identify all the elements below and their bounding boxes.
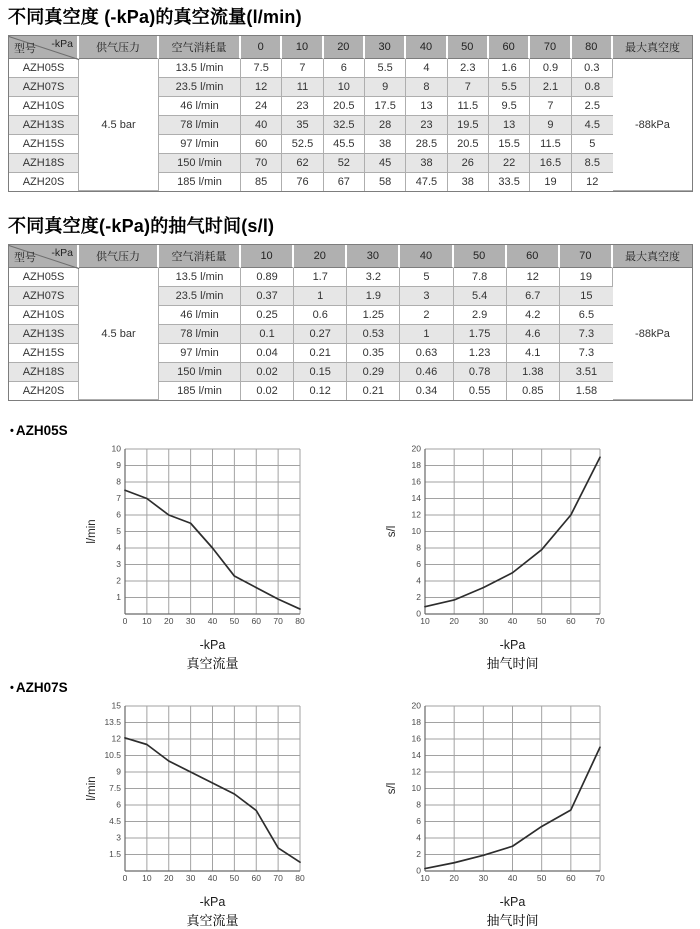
svg-text:60: 60 (566, 873, 576, 883)
svg-text:3: 3 (116, 832, 121, 843)
value-cell: 2.9 (454, 306, 507, 325)
vacuum-level-header: 30 (365, 36, 406, 59)
value-cell: 1 (294, 287, 347, 306)
value-cell: 28.5 (406, 135, 447, 154)
value-cell: 7.5 (241, 59, 282, 78)
azh07s-flow-chart (83, 700, 310, 929)
svg-text:10: 10 (411, 526, 421, 536)
model-cell: AZH05S (9, 268, 79, 287)
value-cell: 0.6 (294, 306, 347, 325)
svg-text:20: 20 (449, 873, 459, 883)
x-axis-label: -kPa (499, 895, 526, 909)
value-cell: 12 (572, 173, 613, 191)
svg-text:10: 10 (411, 783, 421, 793)
model-group-name: AZH07S (15, 680, 68, 695)
value-cell: 6.5 (560, 306, 613, 325)
value-cell: 32.5 (324, 116, 365, 135)
svg-text:50: 50 (536, 873, 547, 883)
svg-text:18: 18 (411, 460, 421, 470)
svg-text:30: 30 (478, 616, 489, 626)
svg-text:70: 70 (273, 616, 283, 626)
value-cell: 12 (241, 78, 282, 97)
value-cell: 35 (282, 116, 323, 135)
consumption-cell: 78 l/min (159, 116, 241, 135)
svg-text:50: 50 (536, 616, 547, 626)
value-cell: 38 (365, 135, 406, 154)
value-cell: 60 (241, 135, 282, 154)
consumption-cell: 13.5 l/min (159, 268, 241, 287)
value-cell: 11.5 (530, 135, 571, 154)
value-cell: 4.5 (572, 116, 613, 135)
chart-title: 抽气时间 (486, 913, 539, 928)
svg-text:20: 20 (411, 700, 421, 711)
value-cell: 2.3 (448, 59, 489, 78)
svg-text:3: 3 (116, 559, 121, 569)
value-cell: 12 (507, 268, 560, 287)
azh07s-time-chart (383, 700, 610, 929)
value-cell: 0.78 (454, 363, 507, 382)
value-cell: 0.12 (294, 382, 347, 400)
model-cell: AZH07S (9, 287, 79, 306)
value-cell: 76 (282, 173, 323, 191)
value-cell: 7.3 (560, 325, 613, 344)
consumption-cell: 23.5 l/min (159, 287, 241, 306)
svg-text:20: 20 (164, 616, 174, 626)
consumption-cell: 185 l/min (159, 173, 241, 191)
consumption-cell: 185 l/min (159, 382, 241, 400)
value-cell: 0.46 (400, 363, 453, 382)
svg-text:1: 1 (116, 592, 121, 602)
value-cell: 11.5 (448, 97, 489, 116)
svg-text:16: 16 (411, 733, 421, 744)
consumption-header: 空气消耗量 (159, 36, 241, 59)
x-axis-label: -kPa (199, 638, 226, 652)
value-cell: 13 (406, 97, 447, 116)
value-cell: 52.5 (282, 135, 323, 154)
charts-row-azh05s (8, 443, 692, 672)
value-cell: 9 (530, 116, 571, 135)
section2-title: 不同真空度(-kPa)的抽气时间(s/l) (8, 216, 275, 236)
max-vacuum-header: 最大真空度 (613, 245, 692, 268)
svg-text:6: 6 (416, 559, 421, 569)
vacuum-level-header: 10 (282, 36, 323, 59)
value-cell: 1 (400, 325, 453, 344)
model-cell: AZH10S (9, 306, 79, 325)
value-cell: 0.55 (454, 382, 507, 400)
value-cell: 2.1 (530, 78, 571, 97)
svg-text:80: 80 (295, 873, 305, 883)
svg-text:20: 20 (449, 616, 459, 626)
value-cell: 0.63 (400, 344, 453, 363)
consumption-cell: 23.5 l/min (159, 78, 241, 97)
value-cell: 1.9 (347, 287, 400, 306)
svg-text:s/l: s/l (386, 782, 398, 795)
vacuum-level-header: 50 (448, 36, 489, 59)
svg-text:14: 14 (411, 493, 421, 503)
value-cell: 17.5 (365, 97, 406, 116)
svg-text:50: 50 (229, 873, 240, 883)
value-cell: 0.89 (241, 268, 294, 287)
svg-text:4: 4 (416, 575, 421, 586)
value-cell: 5 (400, 268, 453, 287)
svg-text:50: 50 (229, 616, 240, 626)
flow-chart-canvas (83, 700, 310, 887)
header-row (9, 245, 692, 268)
corner-header-cell (9, 245, 79, 268)
value-cell: 19.5 (448, 116, 489, 135)
svg-text:6: 6 (116, 799, 121, 810)
value-cell: 0.35 (347, 344, 400, 363)
svg-text:2: 2 (416, 592, 421, 602)
svg-text:8: 8 (416, 799, 421, 810)
consumption-cell: 13.5 l/min (159, 59, 241, 78)
value-cell: 11 (282, 78, 323, 97)
value-cell: 1.58 (560, 382, 613, 400)
x-axis-label: -kPa (199, 895, 226, 909)
model-group-label-azh05s (10, 423, 692, 438)
bullet-icon: • (10, 682, 14, 694)
value-cell: 58 (365, 173, 406, 191)
svg-text:70: 70 (595, 873, 605, 883)
value-cell: 2.5 (572, 97, 613, 116)
corner-kpa-label: -kPa (51, 38, 73, 50)
vacuum-level-header: 40 (406, 36, 447, 59)
value-cell: 1.23 (454, 344, 507, 363)
svg-text:2: 2 (116, 575, 121, 586)
value-cell: 0.29 (347, 363, 400, 382)
value-cell: 23 (406, 116, 447, 135)
value-cell: 33.5 (489, 173, 530, 191)
value-cell: 5 (572, 135, 613, 154)
time-chart-canvas (383, 443, 610, 630)
value-cell: 0.8 (572, 78, 613, 97)
svg-text:12: 12 (411, 509, 421, 520)
value-cell: 0.21 (347, 382, 400, 400)
value-cell: 3.2 (347, 268, 400, 287)
svg-text:15: 15 (111, 700, 121, 711)
value-cell: 4.1 (507, 344, 560, 363)
vacuum-level-header: 60 (489, 36, 530, 59)
svg-text:40: 40 (507, 616, 518, 626)
svg-text:6: 6 (116, 509, 121, 520)
value-cell: 5.5 (365, 59, 406, 78)
svg-text:5: 5 (116, 526, 121, 536)
value-cell: 3 (400, 287, 453, 306)
svg-text:9: 9 (116, 460, 121, 470)
section1-title: 不同真空度 (-kPa)的真空流量(l/min) (8, 7, 302, 27)
vacuum-level-header: 50 (454, 245, 507, 268)
value-cell: 47.5 (406, 173, 447, 191)
vacuum-level-header: 0 (241, 36, 282, 59)
value-cell: 8 (406, 78, 447, 97)
svg-text:0: 0 (122, 616, 128, 626)
value-cell: 1.25 (347, 306, 400, 325)
supply-pressure-cell: 4.5 bar (79, 59, 159, 191)
model-cell: AZH13S (9, 116, 79, 135)
value-cell: 7 (448, 78, 489, 97)
svg-text:2: 2 (416, 849, 421, 859)
svg-text:9: 9 (116, 766, 121, 777)
value-cell: 0.02 (241, 382, 294, 400)
consumption-cell: 78 l/min (159, 325, 241, 344)
consumption-cell: 150 l/min (159, 363, 241, 382)
value-cell: 0.37 (241, 287, 294, 306)
model-cell: AZH15S (9, 135, 79, 154)
value-cell: 40 (241, 116, 282, 135)
svg-text:0: 0 (416, 865, 421, 876)
svg-text:4: 4 (416, 832, 421, 843)
value-cell: 26 (448, 154, 489, 173)
value-cell: 0.25 (241, 306, 294, 325)
svg-text:70: 70 (595, 616, 605, 626)
model-cell: AZH15S (9, 344, 79, 363)
value-cell: 0.02 (241, 363, 294, 382)
svg-text:20: 20 (411, 443, 421, 454)
corner-header-cell (9, 36, 79, 59)
value-cell: 67 (324, 173, 365, 191)
svg-text:70: 70 (273, 873, 283, 883)
value-cell: 5.4 (454, 287, 507, 306)
svg-text:s/l: s/l (386, 525, 398, 538)
value-cell: 0.1 (241, 325, 294, 344)
value-cell: 3.51 (560, 363, 613, 382)
value-cell: 0.9 (530, 59, 571, 78)
model-cell: AZH05S (9, 59, 79, 78)
value-cell: 4 (406, 59, 447, 78)
value-cell: 16.5 (530, 154, 571, 173)
supply-pressure-header: 供气压力 (79, 245, 159, 268)
model-cell: AZH20S (9, 382, 79, 400)
svg-text:l/min: l/min (86, 776, 98, 801)
vacuum-level-header: 70 (560, 245, 613, 268)
value-cell: 0.04 (241, 344, 294, 363)
svg-text:0: 0 (416, 608, 421, 619)
svg-text:10.5: 10.5 (104, 750, 121, 760)
value-cell: 9 (365, 78, 406, 97)
model-cell: AZH20S (9, 173, 79, 191)
value-cell: 38 (448, 173, 489, 191)
value-cell: 1.7 (294, 268, 347, 287)
value-cell: 85 (241, 173, 282, 191)
value-cell: 7 (530, 97, 571, 116)
value-cell: 70 (241, 154, 282, 173)
consumption-header: 空气消耗量 (159, 245, 241, 268)
value-cell: 19 (530, 173, 571, 191)
value-cell: 0.21 (294, 344, 347, 363)
value-cell: 6.7 (507, 287, 560, 306)
value-cell: 13 (489, 116, 530, 135)
svg-text:40: 40 (507, 873, 518, 883)
value-cell: 19 (560, 268, 613, 287)
svg-text:10: 10 (420, 616, 430, 626)
supply-pressure-header: 供气压力 (79, 36, 159, 59)
value-cell: 20.5 (324, 97, 365, 116)
max-vacuum-cell: -88kPa (613, 268, 692, 400)
svg-text:60: 60 (251, 873, 261, 883)
value-cell: 2 (400, 306, 453, 325)
value-cell: 7.8 (454, 268, 507, 287)
model-group-name: AZH05S (15, 423, 68, 438)
svg-text:60: 60 (566, 616, 576, 626)
svg-text:13.5: 13.5 (104, 717, 121, 727)
value-cell: 7 (282, 59, 323, 78)
max-vacuum-cell: -88kPa (613, 59, 692, 191)
value-cell: 28 (365, 116, 406, 135)
consumption-cell: 46 l/min (159, 306, 241, 325)
azh05s-time-chart (383, 443, 610, 672)
consumption-cell: 97 l/min (159, 344, 241, 363)
model-cell: AZH07S (9, 78, 79, 97)
value-cell: 22 (489, 154, 530, 173)
azh05s-flow-chart (83, 443, 310, 672)
value-cell: 0.3 (572, 59, 613, 78)
value-cell: 62 (282, 154, 323, 173)
value-cell: 1.6 (489, 59, 530, 78)
svg-text:0: 0 (122, 873, 128, 883)
svg-text:6: 6 (416, 816, 421, 826)
header-row (9, 36, 692, 59)
time-chart-canvas (383, 700, 610, 887)
value-cell: 0.53 (347, 325, 400, 344)
value-cell: 15 (560, 287, 613, 306)
value-cell: 45.5 (324, 135, 365, 154)
svg-text:16: 16 (411, 476, 421, 487)
svg-text:l/min: l/min (86, 519, 98, 544)
value-cell: 15.5 (489, 135, 530, 154)
value-cell: 23 (282, 97, 323, 116)
corner-model-label: 型号 (14, 252, 36, 264)
svg-text:40: 40 (207, 873, 218, 883)
value-cell: 24 (241, 97, 282, 116)
model-cell: AZH18S (9, 363, 79, 382)
vacuum-flow-table (8, 35, 693, 192)
value-cell: 1.75 (454, 325, 507, 344)
chart-title: 真空流量 (186, 913, 239, 928)
value-cell: 1.38 (507, 363, 560, 382)
svg-text:30: 30 (185, 616, 196, 626)
consumption-cell: 46 l/min (159, 97, 241, 116)
model-cell: AZH13S (9, 325, 79, 344)
value-cell: 38 (406, 154, 447, 173)
vacuum-level-header: 40 (400, 245, 453, 268)
svg-text:10: 10 (420, 873, 430, 883)
vacuum-level-header: 10 (241, 245, 294, 268)
supply-pressure-cell: 4.5 bar (79, 268, 159, 400)
svg-text:7.5: 7.5 (109, 783, 121, 793)
value-cell: 4.2 (507, 306, 560, 325)
corner-kpa-label: -kPa (51, 247, 73, 259)
consumption-cell: 97 l/min (159, 135, 241, 154)
value-cell: 6 (324, 59, 365, 78)
svg-text:40: 40 (207, 616, 218, 626)
max-vacuum-header: 最大真空度 (613, 36, 692, 59)
value-cell: 8.5 (572, 154, 613, 173)
svg-text:10: 10 (111, 443, 121, 454)
consumption-cell: 150 l/min (159, 154, 241, 173)
svg-text:4.5: 4.5 (109, 816, 121, 826)
model-cell: AZH10S (9, 97, 79, 116)
svg-text:14: 14 (411, 750, 421, 760)
value-cell: 45 (365, 154, 406, 173)
model-group-label-azh07s (10, 680, 692, 695)
svg-text:18: 18 (411, 717, 421, 727)
vacuum-level-header: 70 (530, 36, 571, 59)
svg-text:60: 60 (251, 616, 261, 626)
bullet-icon: • (10, 425, 14, 437)
corner-model-label: 型号 (14, 43, 36, 55)
chart-title: 抽气时间 (486, 656, 539, 671)
svg-text:4: 4 (116, 542, 121, 553)
value-cell: 0.15 (294, 363, 347, 382)
value-cell: 0.27 (294, 325, 347, 344)
svg-text:10: 10 (142, 873, 152, 883)
vacuum-level-header: 30 (347, 245, 400, 268)
chart-title: 真空流量 (186, 656, 239, 671)
charts-row-azh07s (8, 700, 692, 929)
value-cell: 20.5 (448, 135, 489, 154)
model-cell: AZH18S (9, 154, 79, 173)
svg-text:7: 7 (116, 493, 121, 503)
table-row (9, 59, 692, 78)
value-cell: 0.34 (400, 382, 453, 400)
value-cell: 4.6 (507, 325, 560, 344)
vacuum-level-header: 60 (507, 245, 560, 268)
value-cell: 9.5 (489, 97, 530, 116)
suction-time-table (8, 244, 693, 401)
svg-text:10: 10 (142, 616, 152, 626)
value-cell: 52 (324, 154, 365, 173)
value-cell: 5.5 (489, 78, 530, 97)
x-axis-label: -kPa (499, 638, 526, 652)
table-row (9, 268, 692, 287)
svg-text:20: 20 (164, 873, 174, 883)
value-cell: 7.3 (560, 344, 613, 363)
svg-text:30: 30 (478, 873, 489, 883)
svg-text:8: 8 (116, 476, 121, 487)
svg-text:80: 80 (295, 616, 305, 626)
vacuum-level-header: 20 (294, 245, 347, 268)
svg-text:30: 30 (185, 873, 196, 883)
svg-text:12: 12 (411, 766, 421, 777)
svg-text:1.5: 1.5 (109, 849, 121, 859)
flow-chart-canvas (83, 443, 310, 630)
svg-text:12: 12 (111, 733, 121, 744)
svg-text:8: 8 (416, 542, 421, 553)
vacuum-level-header: 80 (572, 36, 613, 59)
vacuum-level-header: 20 (324, 36, 365, 59)
value-cell: 0.85 (507, 382, 560, 400)
value-cell: 10 (324, 78, 365, 97)
